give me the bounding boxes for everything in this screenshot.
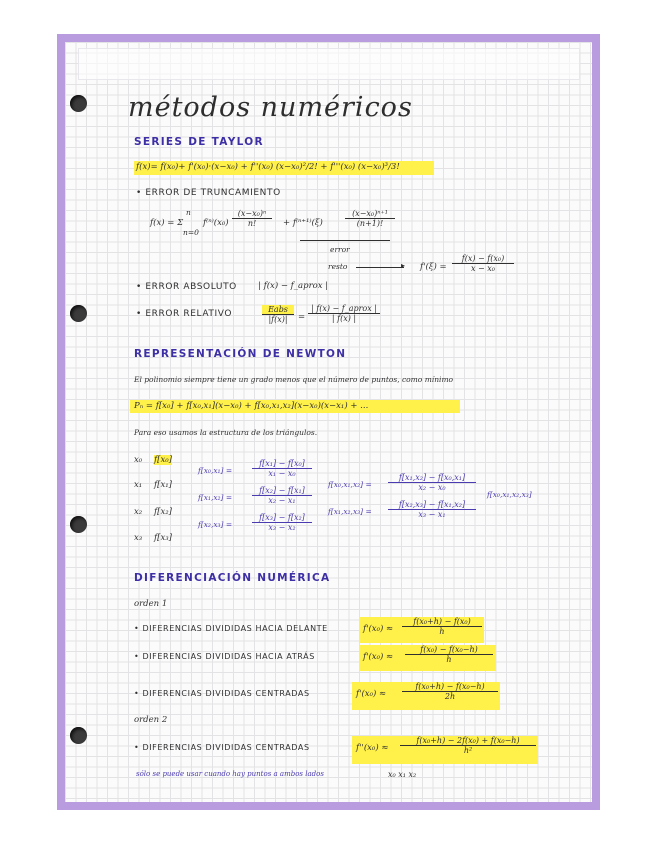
central2-frac	[400, 736, 536, 755]
backward-frac	[405, 645, 493, 664]
f-value: f[x₂]	[154, 507, 172, 517]
truncation-error-label: • ERROR DE TRUNCAMIENTO	[136, 188, 281, 198]
denominator: 2h	[444, 692, 456, 701]
numerator: (x−x₀)ⁿ	[232, 209, 272, 219]
central-diff-label: • DIFERENCIAS DIVIDIDAS CENTRADAS	[134, 689, 310, 698]
denominator: h	[439, 627, 445, 636]
relative-error-right-frac	[308, 304, 380, 323]
numerator: f(x₀+h) − f(x₀)	[402, 617, 482, 627]
backward-diff-label: • DIFERENCIAS DIVIDIDAS HACIA ATRÁS	[134, 652, 315, 661]
x-value: x₀	[134, 455, 143, 465]
denominator: x₃ − x₁	[418, 510, 446, 519]
dd1-frac	[252, 486, 312, 505]
sum-upper: n	[186, 208, 191, 217]
x-value: x₂	[134, 507, 143, 517]
denominator: | f(x) |	[331, 314, 357, 323]
newton-text-2: Para eso usamos la estructura de los triángulos.	[134, 428, 318, 437]
relative-error-label: • ERROR RELATIVO	[136, 309, 233, 319]
denominator: h	[446, 655, 452, 664]
f-value: f[x₁]	[154, 480, 172, 490]
denominator: |f(x)|	[268, 315, 288, 324]
binder-hole	[70, 516, 87, 533]
underbrace	[300, 240, 390, 241]
header-band	[78, 48, 580, 80]
numerator: f[x₂,x₃] − f[x₁,x₂]	[388, 500, 476, 510]
numerator: f(x₀+h) − f(x₀−h)	[402, 682, 498, 692]
numerator: f[x₁] − f[x₀]	[252, 459, 312, 469]
denominator: x₁ − x₀	[268, 469, 296, 478]
dd2-lhs: f[x₀,x₁,x₂] =	[328, 480, 372, 489]
numerator: f[x₃] − f[x₂]	[252, 513, 312, 523]
note-points: x₀ x₁ x₂	[388, 770, 417, 779]
forward-lhs: f'(x₀) ≈	[363, 624, 394, 634]
section-heading-taylor: SERIES DE TAYLOR	[134, 136, 264, 148]
dd1-frac	[252, 459, 312, 478]
dd2-frac	[388, 473, 476, 492]
order-1-label: orden 1	[134, 599, 168, 609]
binder-hole	[70, 95, 87, 112]
page-title: métodos numéricos	[128, 92, 413, 123]
absolute-error-formula: | f(x) − f_aprox |	[258, 281, 329, 291]
numerator: | f(x) − f_aprox |	[308, 304, 380, 314]
central2-lhs: f''(x₀) ≈	[356, 743, 389, 753]
truncation-term-frac	[232, 209, 272, 228]
truncation-lhs: f(x) = Σ	[150, 218, 184, 228]
forward-frac	[402, 617, 482, 636]
x-value: x₁	[134, 480, 143, 490]
denominator: x − x₀	[470, 264, 496, 273]
absolute-error-label: • ERROR ABSOLUTO	[136, 282, 237, 292]
sum-lower: n=0	[183, 228, 199, 237]
dd1-frac	[252, 513, 312, 532]
central-frac	[402, 682, 498, 701]
denominator: h²	[463, 746, 473, 755]
denominator: n!	[247, 219, 257, 228]
central-lhs: f'(x₀) ≈	[356, 689, 387, 699]
derivative-lhs: f'(ξ) =	[420, 262, 447, 272]
dd3: f[x₀,x₁,x₂,x₃]	[487, 490, 532, 499]
truncation-term-coef: f⁽ⁿ⁾(x₀)	[203, 218, 229, 228]
denominator: x₂ − x₀	[418, 483, 446, 492]
x-value: x₃	[134, 533, 143, 543]
dd2-lhs: f[x₁,x₂,x₃] =	[328, 507, 372, 516]
denominator: x₂ − x₁	[268, 496, 296, 505]
error-word: error	[330, 245, 350, 254]
numerator: f(x) − f(x₀)	[452, 254, 514, 264]
centered-note: sólo se puede usar cuando hay puntos a ambos lados	[136, 770, 324, 778]
dd1-lhs: f[x₁,x₂] =	[198, 493, 233, 502]
taylor-formula: f(x)= f(x₀)+ f'(x₀)·(x−x₀) + f''(x₀) (x−x₀)²/2! + f'''(x₀) (x−x₀)³/3!	[136, 162, 400, 172]
derivative-frac	[452, 254, 514, 273]
forward-diff-label: • DIFERENCIAS DIVIDIDAS HACIA DELANTE	[134, 624, 328, 633]
arrow-line	[356, 267, 404, 268]
dd2-frac	[388, 500, 476, 519]
arrow-head: ▸	[401, 261, 406, 270]
numerator: (x−x₀)ⁿ⁺¹	[345, 209, 395, 219]
backward-lhs: f'(x₀) ≈	[363, 652, 394, 662]
dd1-lhs: f[x₀,x₁] =	[198, 466, 233, 475]
denominator: (n+1)!	[356, 219, 384, 228]
numerator: f[x₂] − f[x₁]	[252, 486, 312, 496]
relative-error-left-frac	[262, 305, 294, 324]
newton-polynomial: Pₙ = f[x₀] + f[x₀,x₁](x−x₀) + f[x₀,x₁,x₂](x−x₀)(x−x₁) + ...	[134, 401, 369, 411]
numerator: f(x₀) − f(x₀−h)	[405, 645, 493, 655]
order-2-label: orden 2	[134, 715, 168, 725]
truncation-error-coef: + f⁽ⁿ⁺¹⁾(ξ)	[283, 218, 323, 228]
binder-hole	[70, 305, 87, 322]
equals-sign: =	[298, 312, 306, 322]
numerator: Eabs	[262, 305, 294, 315]
numerator: f(x₀+h) − 2f(x₀) + f(x₀−h)	[400, 736, 536, 746]
section-heading-differentiation: DIFERENCIACIÓN NUMÉRICA	[134, 572, 331, 584]
resto-word: resto	[328, 262, 348, 271]
f-value: f[x₀]	[154, 455, 172, 465]
central-diff-2-label: • DIFERENCIAS DIVIDIDAS CENTRADAS	[134, 743, 310, 752]
grid-paper	[65, 42, 592, 802]
denominator: x₃ − x₂	[268, 523, 296, 532]
truncation-error-frac	[345, 209, 395, 228]
newton-text-1: El polinomio siempre tiene un grado menos que el número de puntos, como mínimo	[134, 375, 454, 384]
f-value: f[x₃]	[154, 533, 172, 543]
numerator: f[x₁,x₂] − f[x₀,x₁]	[388, 473, 476, 483]
dd1-lhs: f[x₂,x₃] =	[198, 520, 233, 529]
binder-hole	[70, 727, 87, 744]
section-heading-newton: REPRESENTACIÓN DE NEWTON	[134, 348, 347, 360]
